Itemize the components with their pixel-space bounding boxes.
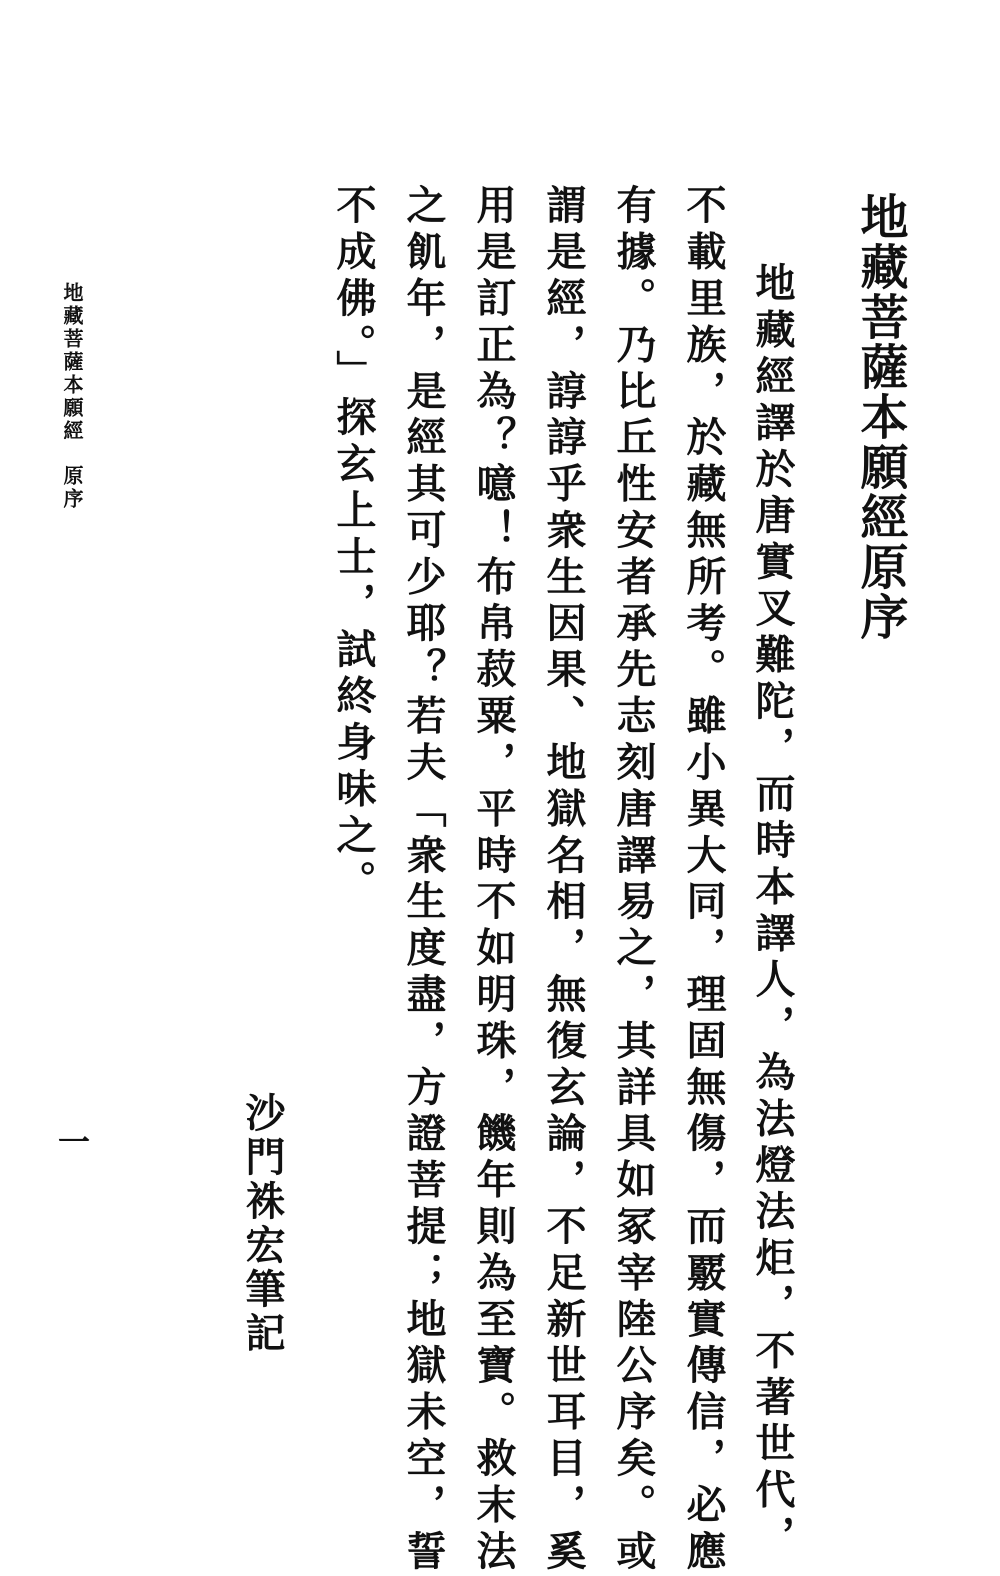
- body-column-3: 有據。乃比丘性安者承先志刻唐譯易之，其詳具如冢宰陸公序矣。或: [610, 184, 657, 1576]
- body-column-4: 謂是經，諄諄乎衆生因果、地獄名相，無復玄論，不足新世耳目，奚: [540, 184, 587, 1576]
- body-column-6: 之飢年，是經其可少耶？若夫「衆生度盡，方證菩提；地獄未空，誓: [400, 184, 447, 1576]
- page-number: 一: [58, 1123, 91, 1161]
- running-head: [62, 282, 82, 511]
- body-column-1: 地藏經譯於唐實叉難陀，而時本譯人，為法燈法炬，不著世代，: [749, 262, 796, 1562]
- page-title: 地藏菩薩本願經原序: [852, 192, 908, 642]
- body-column-2: 不載里族，於藏無所考。雖小異大同，理固無傷，而覈實傳信，必應: [680, 184, 727, 1576]
- body-column-5: 用是訂正為？噫！布帛菽粟，平時不如明珠，饑年則為至寶。救末法: [470, 184, 517, 1576]
- running-head-section: 原序: [60, 465, 84, 511]
- body-column-7: 不成佛。」探玄上士，試終身味之。: [330, 184, 377, 907]
- running-head-book: 地藏菩薩本願經: [60, 282, 84, 443]
- author-signature: 沙門袾宏筆記: [239, 1092, 286, 1356]
